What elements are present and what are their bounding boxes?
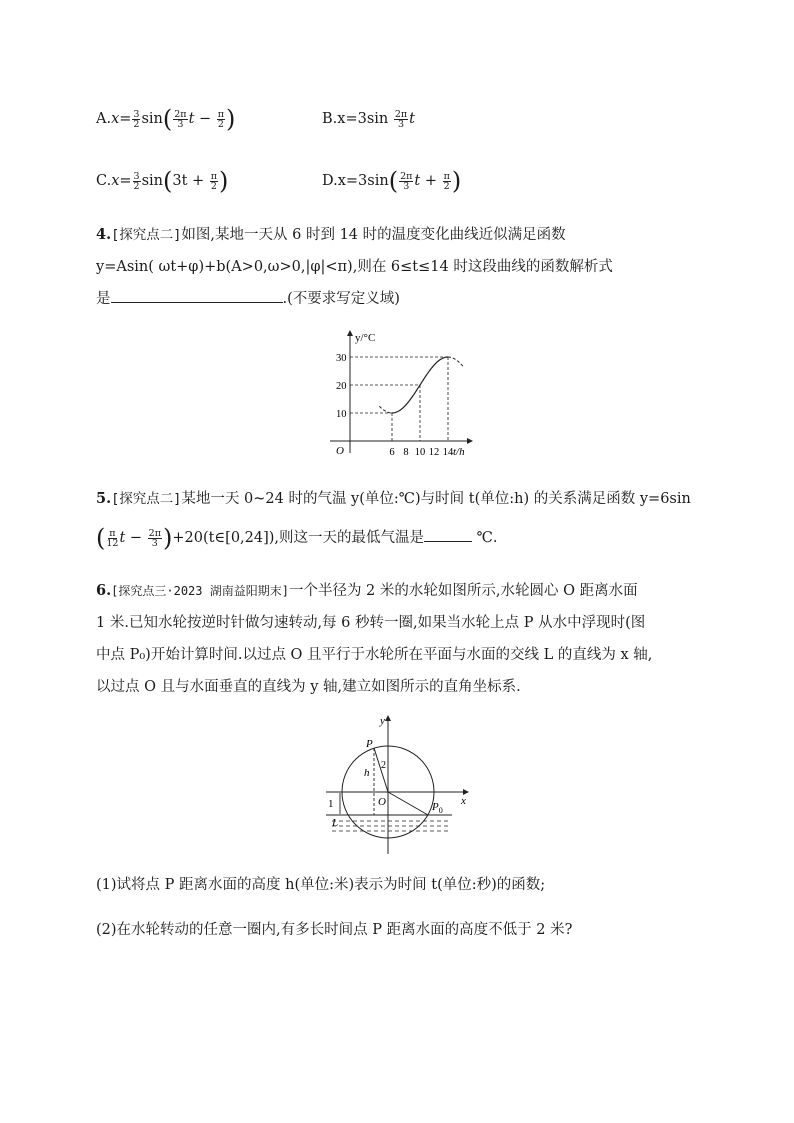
option-a: A.x= $\frac{3}{2}$ sin( $\frac{2\pi}{3}$ t − $\frac{\pi}{2}$ ) bbox=[96, 105, 236, 133]
answer-blank[interactable] bbox=[111, 302, 283, 303]
origin-label: O bbox=[336, 445, 344, 457]
temperature-chart bbox=[312, 325, 482, 460]
y-axis-label: y/°C bbox=[355, 332, 376, 344]
y-tick-label: 20 bbox=[336, 381, 347, 392]
x-tick-label: 10 bbox=[414, 447, 426, 458]
y-tick-label: 30 bbox=[336, 353, 347, 364]
label-l: L bbox=[332, 817, 339, 829]
q6-line2: 1 米.已知水轮按逆时针做匀速转动,每 6 秒转一圈,如果当水轮上点 P 从水中浮现时(图 bbox=[96, 615, 646, 631]
option-c: C.x= $\frac{3}{2}$ sin(3t + $\frac{\pi}{2}$ ) bbox=[96, 167, 229, 195]
label-h: h bbox=[364, 767, 370, 779]
x-tick-label: 14 bbox=[442, 447, 454, 458]
q6-number: 6. bbox=[96, 582, 112, 599]
x-tick-label: 12 bbox=[428, 447, 440, 458]
label-o: O bbox=[378, 796, 386, 808]
curve-extension-right bbox=[448, 357, 463, 367]
label-one: 1 bbox=[328, 798, 334, 810]
q5-tag: [探究点二] bbox=[111, 491, 182, 507]
q6-line3: 中点 P₀)开始计算时间.以过点 O 且平行于水轮所在平面与水面的交线 L 的直线为 x 轴, bbox=[96, 647, 653, 663]
x-axis-label: t/h bbox=[453, 446, 465, 458]
label-x: x bbox=[461, 795, 466, 807]
x-tick-label: 6 bbox=[389, 447, 395, 458]
q6-sub1: (1)试将点 P 距离水面的高度 h(单位:米)表示为时间 t(单位:秒)的函数; bbox=[96, 877, 546, 893]
y-tick-label: 10 bbox=[336, 409, 347, 420]
guide-lines bbox=[350, 357, 448, 441]
q6-line1: 6.[探究点三·2023 湖南益阳期末]一个半径为 2 米的水轮如图所示,水轮圆心 O 距离水面 bbox=[96, 582, 638, 599]
answer-blank[interactable] bbox=[424, 541, 472, 542]
q5-line1: 5.[探究点二]某地一天 0~24 时的气温 y(单位:℃)与时间 t(单位:h) 的关系满足函数 y=6sin bbox=[96, 490, 691, 507]
q6-tag: [探究点三·2023 湖南益阳期末] bbox=[111, 584, 289, 598]
q4-number: 4. bbox=[96, 226, 112, 243]
label-p: P bbox=[366, 738, 373, 750]
q5-number: 5. bbox=[96, 490, 112, 507]
x-tick-label: 8 bbox=[403, 447, 409, 458]
label-y: y bbox=[380, 715, 385, 727]
q4-line3: 是 .(不要求写定义域) bbox=[96, 291, 400, 307]
label-radius: 2 bbox=[381, 760, 386, 771]
option-b: B.x=3sin $\frac{2\pi}{3}$ t bbox=[322, 108, 415, 130]
q5-line2: ( $\frac{\pi}{12}$ t − $\frac{2\pi}{3}$ )+20(t∈[0,24]),则这一天的最低气温是 ℃. bbox=[96, 524, 498, 552]
option-d: D.x=3sin( $\frac{2\pi}{3}$ t + $\frac{\pi}{2}$ ) bbox=[322, 167, 462, 195]
water-wheel-figure bbox=[318, 712, 478, 855]
q4-line1: 4.[探究点二]如图,某地一天从 6 时到 14 时的温度变化曲线近似满足函数 bbox=[96, 226, 566, 243]
curve-extension-left bbox=[379, 406, 392, 413]
label-p0: $P_0$ bbox=[432, 801, 443, 815]
q4-line2: y=Asin( ωt+φ)+b(A>0,ω>0,|φ|<π),则在 6≤t≤14 时这段曲线的函数解析式 bbox=[96, 259, 613, 275]
q6-sub2: (2)在水轮转动的任意一圈内,有多长时间点 P 距离水面的高度不低于 2 米? bbox=[96, 922, 573, 938]
q6-line4: 以过点 O 且与水面垂直的直线为 y 轴,建立如图所示的直角坐标系. bbox=[96, 679, 521, 695]
radius-op0 bbox=[388, 792, 428, 815]
q4-tag: [探究点二] bbox=[111, 227, 182, 243]
